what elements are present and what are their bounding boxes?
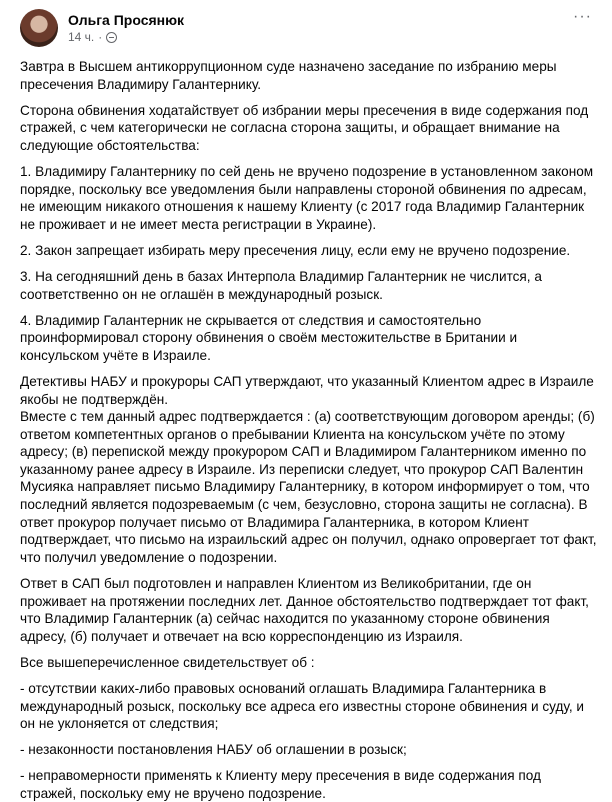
post-meta xyxy=(68,11,184,45)
post-timestamp[interactable]: 14 ч. xyxy=(68,30,95,44)
post-paragraph: Завтра в Высшем антикоррупционном суде назначено заседание по избранию меры пресечения Владимиру Галантернику. xyxy=(20,59,557,92)
globe-icon xyxy=(106,32,117,43)
post-subline xyxy=(68,29,184,45)
post-paragraph: Сторона обвинения ходатайствует об избрании меры пресечения в виде содержания под стражей, с чем категорически не согласна сторона защиты, и обращает внимание на следующие обстоятельства: xyxy=(20,102,589,153)
post-paragraph: 3. На сегодняшний день в базах Интерпола Владимир Галантерник не числится, а соответственно он не оглашён в международный розыск. xyxy=(20,268,542,302)
post-paragraph: Все вышеперечисленное свидетельствует об : xyxy=(20,654,315,670)
author-name[interactable]: Ольга Просянюк xyxy=(68,12,185,28)
post-paragraph: - неправомерности применять к Клиенту меру пресечения в виде содержания под стражей, поскольку ему не вручено подозрение. xyxy=(20,768,541,801)
post-header xyxy=(20,8,598,48)
author-avatar[interactable] xyxy=(20,9,58,47)
post-paragraph: - отсутствии каких-либо правовых оснований оглашать Владимира Галантерника в международный розыск, поскольку все адреса его известны стороне обвинения и суду, и он не уклоняется от следствия; xyxy=(20,680,585,732)
separator-dot: · xyxy=(98,30,103,44)
post-paragraph: Детективы НАБУ и прокуроры САП утверждают, что указанный Клиентом адрес в Израиле якобы не подтверждён. Вместе с тем данный адрес подтверждается : (а) соответствующим договором аренды; (б) ответом компетентных органов о пребывании Клиента на консульском учёте по этому адресу; (в) перепиской между прокурором САП и Владимиром Галантерником именно по указанному ранее адресу в Израиле. Из переписки следует, что прокурор САП Валентин Мусияка направляет письмо Владимиру Галантернику, в котором информирует о том, что последний является подозреваемым (с чем, безусловно, сторона защиты не согласна). В ответ прокурор получает письмо от Владимира Галантерника, в котором Клиент подтверждает, что письмо на израильский адрес он получил, однако опровергает тот факт, что получил уведомление о подозрении. xyxy=(20,373,597,565)
post-paragraph: 1. Владимиру Галантернику по сей день не вручено подозрение в установленном законом порядке, поскольку все уведомления были направлены стороной обвинения по адресам, не имеющим никакого отношения к нашему Клиенту (с 2017 года Владимир Галантерник не проживает и не имеет места регистрации в Украине). xyxy=(20,163,594,232)
post-body xyxy=(20,58,598,802)
more-options-icon[interactable]: ··· xyxy=(573,8,592,25)
post-paragraph: 4. Владимир Галантерник не скрывается от следствия и самостоятельно проинформировал сторону обвинения о своём местожительстве в Британии и консульском учёте в Израиле. xyxy=(20,312,518,363)
post-paragraph: 2. Закон запрещает избирать меру пресечения лицу, если ему не вручено подозрение. xyxy=(20,242,571,258)
post-paragraph: Ответ в САП был подготовлен и направлен Клиентом из Великобритании, где он проживает на протяжении последних лет. Данное обстоятельство подтверждает тот факт, что Владимир Галантерник (а) сейчас находится по указанному стороне обвинения адресу, (б) получает и отвечает на всю корреспонденцию из Израиля. xyxy=(20,575,589,644)
post-paragraph: - незаконности постановления НАБУ об оглашении в розыск; xyxy=(20,742,407,758)
